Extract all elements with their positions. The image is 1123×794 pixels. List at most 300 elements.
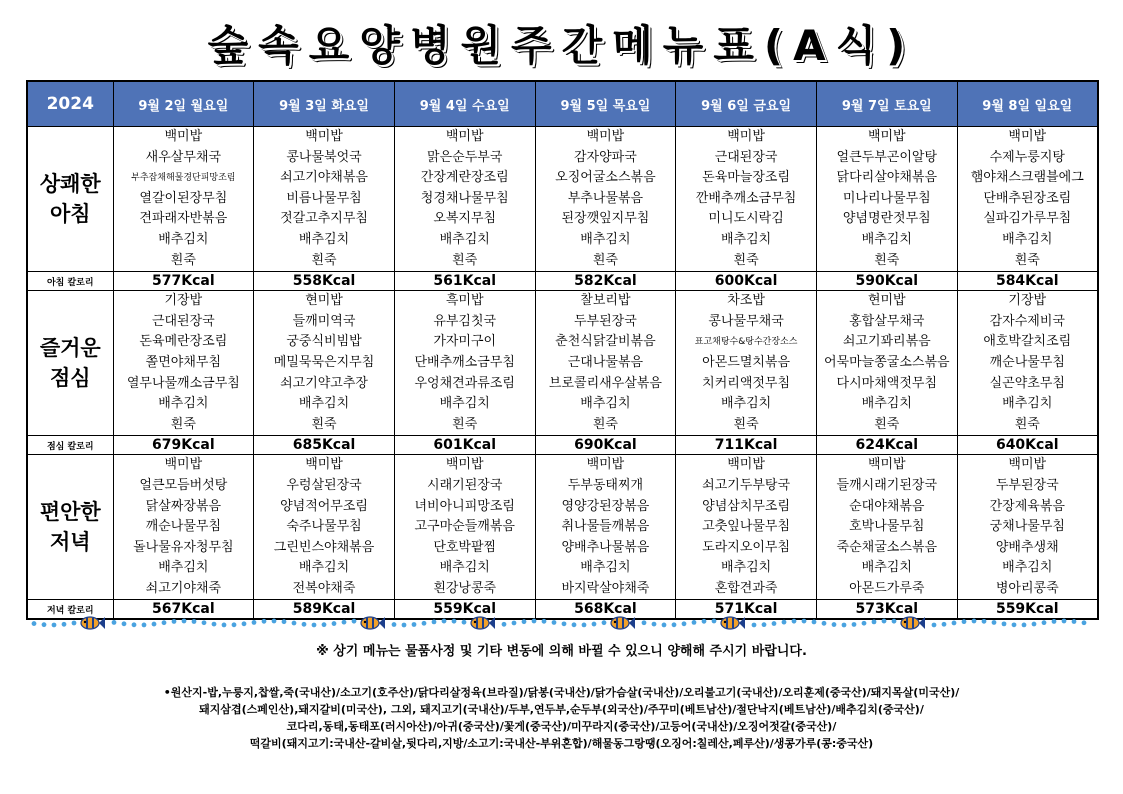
dish-item: 흑미밥 [445, 293, 484, 309]
breakfast-day-cell [535, 127, 676, 272]
origin-line: •원산지-밥,누룽지,찹쌀,죽(국내산)/소고기(호주산)/닭다리살정육(브라질)/닭봉(국내산)/닭가슴살(국내산)/오리불고기(국내산)/오리훈제(중국산)/돼지목살(미국산)/ [163, 686, 960, 699]
bubble-icon [1002, 621, 1007, 626]
dish-item: 백미밥 [445, 457, 484, 473]
dish-item: 비름나물무침 [286, 190, 362, 206]
dish-item: 배추김치 [580, 560, 631, 576]
bubble-icon [352, 619, 357, 624]
dish-item: 흰죽 [733, 416, 759, 432]
bubble-icon [802, 619, 807, 624]
origin-info [40, 684, 1083, 752]
bubble-icon [532, 619, 537, 624]
dish-item: 오복지무침 [433, 211, 497, 227]
dish-item: 흰죽 [452, 416, 478, 432]
dish-item: 배추김치 [1002, 560, 1053, 576]
breakfast-kcal-row [27, 272, 1098, 291]
bubble-icon [232, 622, 237, 627]
dish-item: 순대야채볶음 [849, 498, 925, 514]
bubble-icon [172, 619, 177, 624]
dish-item: 시래기된장국 [427, 477, 503, 493]
kcal-value: 590Kcal [816, 272, 957, 291]
dish-item: 미나리나물무침 [842, 190, 931, 206]
breakfast-day-cell [816, 127, 957, 272]
dish-item: 들깨미역국 [292, 313, 356, 329]
fish-icon [81, 617, 105, 629]
bubble-icon [1032, 622, 1037, 627]
bubble-icon [1042, 620, 1047, 625]
bubble-icon [462, 620, 467, 625]
dish-item: 배추김치 [439, 560, 490, 576]
dish-item: 찰보리밥 [580, 293, 631, 309]
dish-item: 양념명란젓무침 [842, 211, 931, 227]
bubble-icon [862, 621, 867, 626]
dinner-day-cell [957, 455, 1098, 600]
dish-item: 돈육마늘장조림 [702, 170, 791, 186]
dish-item: 표고채탕수&탕수간장소스 [694, 337, 798, 348]
dish-item: 흰죽 [1014, 416, 1040, 432]
dish-item: 브로콜리새우살볶음 [548, 375, 662, 391]
origin-line: 떡갈비(돼지고기:국내산-갈비살,뒷다리,지방/소고기:국내산-부위혼합)/해물동그랑땡(오징어:칠레산,페루산)/생콩가루(콩:중국산) [249, 737, 874, 750]
bubble-icon [212, 622, 217, 627]
dish-item: 두부된장국 [574, 313, 637, 329]
dish-item: 단배추된장조림 [983, 190, 1072, 206]
dinner-day-cell [254, 455, 395, 600]
bubble-icon [202, 620, 207, 625]
dish-item: 쇠고기약고추장 [280, 375, 368, 391]
kcal-value: 577Kcal [113, 272, 254, 291]
dish-item: 어묵마늘쫑굴소스볶음 [823, 354, 950, 370]
dish-item: 오징어굴소스볶음 [555, 170, 656, 186]
bubble-icon [262, 619, 267, 624]
dish-item: 백미밥 [1008, 457, 1047, 473]
bubble-icon [1012, 622, 1017, 627]
bubble-icon [552, 620, 557, 625]
dish-item: 숙주나물무침 [286, 519, 362, 535]
dish-item: 백미밥 [727, 457, 765, 473]
dish-item: 부추잡채해물경단피망조림 [131, 173, 236, 184]
dish-item: 다시마채액젓무침 [836, 375, 938, 391]
dish-item: 고춧잎나물무침 [702, 519, 791, 535]
bubble-icon [992, 620, 997, 625]
dish-item: 기장밥 [164, 293, 203, 309]
dish-item: 배추김치 [298, 560, 350, 576]
breakfast-day-cell [394, 127, 535, 272]
kcal-value: 711Kcal [676, 436, 817, 455]
bubble-icon [192, 619, 197, 624]
dish-item: 배추김치 [861, 231, 912, 247]
dish-item: 흰죽 [311, 252, 337, 268]
dish-item: 배추김치 [861, 560, 912, 576]
bubble-icon [652, 622, 657, 627]
bubble-icon [762, 622, 767, 627]
dish-item: 차조밥 [727, 293, 765, 309]
dish-item: 쇠고기꽈리볶음 [842, 334, 931, 350]
lunch-day-cell [957, 291, 1098, 436]
dinner-row [27, 455, 1098, 600]
dinner-label: 편안한 저녁 [27, 455, 113, 600]
kcal-value: 559Kcal [957, 600, 1098, 620]
dish-item: 흰죽 [1014, 252, 1040, 268]
kcal-value: 685Kcal [254, 436, 395, 455]
bubble-icon [642, 620, 647, 625]
dish-item: 메밀묵묵은지무침 [273, 354, 375, 370]
dish-item: 고구마순들깨볶음 [414, 519, 515, 535]
bubble-icon [182, 619, 187, 624]
dish-item: 된장깻잎지무침 [561, 211, 650, 227]
dish-item: 깨순나물무침 [989, 354, 1065, 370]
kcal-value: 559Kcal [394, 600, 535, 620]
dish-item: 병아리콩죽 [995, 580, 1059, 596]
dish-item: 백미밥 [1008, 129, 1047, 144]
kcal-value: 589Kcal [254, 600, 395, 620]
dish-item: 간장계란장조림 [420, 170, 509, 186]
dinner-day-cell [676, 455, 817, 600]
dish-item: 배추김치 [1002, 396, 1053, 412]
bubble-icon [412, 622, 417, 627]
breakfast-row [27, 127, 1098, 272]
bubble-icon [942, 622, 947, 627]
day-header: 9월 4일 수요일 [394, 81, 535, 127]
dish-item: 애호박갈치조림 [983, 334, 1072, 350]
breakfast-label: 상쾌한 아침 [27, 127, 113, 272]
bubble-icon [782, 620, 787, 625]
dish-item: 배추김치 [298, 396, 350, 412]
dish-item: 흰죽 [733, 252, 759, 268]
fish-icon [471, 617, 495, 629]
dish-item: 가자미구이 [433, 334, 497, 350]
dish-item: 양념적어무조림 [280, 498, 368, 514]
bubble-icon [872, 619, 877, 624]
dish-item: 아몬드멸치볶음 [702, 354, 791, 370]
bubble-icon [142, 623, 147, 628]
bubble-icon [1062, 619, 1067, 624]
dish-item: 배추김치 [158, 396, 209, 412]
bubble-icon [682, 621, 687, 626]
bubble-icon [52, 623, 57, 628]
dish-item: 두부동태찌개 [567, 477, 644, 493]
bubble-icon [272, 619, 277, 624]
lunch-day-cell [394, 291, 535, 436]
lunch-day-cell [113, 291, 254, 436]
bubble-icon [452, 619, 457, 624]
lunch-day-cell [535, 291, 676, 436]
day-header: 9월 8일 일요일 [957, 81, 1098, 127]
dish-item: 취나물들깨볶음 [561, 519, 650, 535]
kcal-value: 640Kcal [957, 436, 1098, 455]
dish-item: 흰죽 [311, 416, 337, 432]
dish-item: 간장제육볶음 [989, 498, 1065, 514]
dish-item: 근대된장국 [714, 149, 778, 165]
bubble-icon [112, 620, 117, 625]
kcal-value: 571Kcal [676, 600, 817, 620]
dish-item: 미니도시락김 [708, 211, 784, 227]
dinner-day-cell [394, 455, 535, 600]
dish-item: 배추김치 [1002, 231, 1053, 247]
year-cell: 2024 [27, 81, 113, 127]
bubble-icon [832, 622, 837, 627]
origin-line: 돼지삼겹(스페인산),돼지갈비(미국산), 그외, 돼지고기(국내산)/두부,연두부,순두부(외국산)/주꾸미(베트남산)/절단낙지(베트남산)/배추김치(중국산)/ [199, 703, 924, 716]
day-header: 9월 5일 목요일 [535, 81, 676, 127]
dish-item: 콩나물무채국 [708, 313, 784, 329]
dish-item: 근대된장국 [151, 313, 215, 329]
dish-item: 도라지오이무침 [702, 539, 791, 555]
fish-icon [611, 617, 635, 629]
dish-item: 현미밥 [867, 293, 906, 309]
kcal-label: 저녁 칼로리 [27, 600, 113, 620]
bubble-icon [1072, 619, 1077, 624]
bubble-icon [432, 619, 437, 624]
bubble-icon [702, 619, 707, 624]
bubble-icon [822, 621, 827, 626]
bubble-icon [662, 623, 667, 628]
dish-item: 흰죽 [452, 252, 478, 268]
dish-item: 배추김치 [580, 231, 631, 247]
dish-item: 흰강낭콩죽 [433, 580, 497, 596]
dish-item: 춘천식닭갈비볶음 [555, 334, 656, 350]
dish-item: 백미밥 [305, 457, 343, 473]
dish-item: 그린빈스야채볶음 [273, 539, 375, 555]
bubble-icon [952, 621, 957, 626]
dish-item: 배추김치 [720, 396, 772, 412]
dish-item: 백미밥 [867, 129, 906, 144]
dish-item: 배추김치 [158, 560, 209, 576]
dish-item: 현미밥 [305, 293, 343, 309]
dish-item: 백미밥 [727, 129, 765, 144]
dish-item: 녀비아니피망조림 [414, 498, 515, 514]
bubble-icon [572, 622, 577, 627]
dish-item: 백미밥 [586, 457, 625, 473]
bubble-icon [132, 622, 137, 627]
kcal-value: 584Kcal [957, 272, 1098, 291]
dish-item: 백미밥 [445, 129, 484, 144]
dish-item: 단배추깨소금무침 [414, 354, 515, 370]
dish-item: 깐배추깨소금무침 [695, 190, 797, 206]
notice-text: ※ 상기 메뉴는 물품사정 및 기타 변동에 의해 바뀔 수 있으니 양해해 주시기 바랍니다. [316, 644, 807, 659]
dish-item: 흰죽 [592, 416, 618, 432]
dish-item: 백미밥 [164, 457, 203, 473]
dish-item: 흰죽 [592, 252, 618, 268]
bubble-icon [672, 622, 677, 627]
dish-item: 배추김치 [580, 396, 631, 412]
dish-item: 흰죽 [170, 416, 196, 432]
header-row [27, 81, 1098, 127]
dish-item: 배추김치 [439, 396, 490, 412]
dish-item: 흰죽 [874, 416, 900, 432]
lunch-kcal-row [27, 436, 1098, 455]
breakfast-day-cell [254, 127, 395, 272]
dish-item: 배추김치 [861, 396, 912, 412]
bubble-icon [1052, 619, 1057, 624]
dish-item: 쇠고기야채볶음 [280, 170, 368, 186]
page-title: 숲속요양병원주간메뉴표(A식) [207, 21, 916, 70]
dish-item: 배추김치 [720, 560, 772, 576]
bubble-icon [1022, 623, 1027, 628]
bubble-icon [442, 619, 447, 624]
dish-item: 죽순채굴소스볶음 [836, 539, 938, 555]
kcal-value: 624Kcal [816, 436, 957, 455]
kcal-value: 601Kcal [394, 436, 535, 455]
bubble-icon [812, 620, 817, 625]
bubble-icon [502, 622, 507, 627]
kcal-value: 690Kcal [535, 436, 676, 455]
bubble-icon [562, 621, 567, 626]
bubble-icon [72, 621, 77, 626]
dish-item: 감자수제비국 [989, 313, 1065, 329]
dish-item: 홍합살무채국 [849, 313, 925, 329]
dish-item: 새우살무채국 [145, 149, 222, 165]
dish-item: 쇠고기두부탕국 [702, 477, 791, 493]
dish-item: 청경채나물무침 [420, 190, 509, 206]
bubble-icon [32, 621, 37, 626]
kcal-label: 점심 칼로리 [27, 436, 113, 455]
bubble-icon [392, 622, 397, 627]
bubble-icon [982, 619, 987, 624]
bubble-icon [282, 619, 287, 624]
dish-item: 부추나물볶음 [567, 190, 644, 206]
dish-item: 흰죽 [170, 252, 196, 268]
fish-icon [721, 617, 745, 629]
dish-item: 백미밥 [305, 129, 343, 144]
kcal-value: 561Kcal [394, 272, 535, 291]
dish-item: 단호박팥찜 [433, 539, 497, 555]
bubble-fish-decoration [30, 612, 1093, 634]
dish-item: 백미밥 [867, 457, 906, 473]
dish-item: 양배추생채 [995, 539, 1059, 555]
bubble-icon [292, 621, 297, 626]
dish-item: 치커리액젓무침 [702, 375, 791, 391]
dish-item: 열갈이된장무침 [139, 190, 228, 206]
dish-item: 수제누룽지탕 [989, 149, 1065, 165]
fish-icon [901, 617, 925, 629]
bubble-icon [752, 623, 757, 628]
dish-item: 양배추나물볶음 [561, 539, 650, 555]
dish-item: 쇠고기야채죽 [145, 580, 222, 596]
dish-item: 열무나물깨소금무침 [126, 375, 240, 391]
lunch-day-cell [254, 291, 395, 436]
dish-item: 아몬드가루죽 [849, 580, 925, 596]
lunch-day-cell [816, 291, 957, 436]
bubble-icon [122, 621, 127, 626]
bubble-icon [1082, 620, 1087, 625]
dish-item: 기장밥 [1008, 293, 1047, 309]
kcal-value: 582Kcal [535, 272, 676, 291]
dish-item: 견파래자반볶음 [139, 211, 228, 227]
dish-item: 배추김치 [439, 231, 490, 247]
dish-item: 유부김칫국 [433, 313, 497, 329]
lunch-row [27, 291, 1098, 436]
dish-item: 실파김가루무침 [983, 211, 1072, 227]
dish-item: 돌나물유자청무침 [133, 539, 234, 555]
bubble-icon [252, 620, 257, 625]
dish-item: 콩나물북엇국 [286, 149, 362, 165]
bubble-icon [302, 622, 307, 627]
day-header: 9월 6일 금요일 [676, 81, 817, 127]
dish-item: 얼큰모듬버섯탕 [139, 477, 228, 493]
dish-item: 닭살짜장볶음 [145, 498, 222, 514]
dish-item: 실곤약초무침 [989, 375, 1065, 391]
dinner-day-cell [535, 455, 676, 600]
dish-item: 들깨시래기된장국 [836, 477, 938, 493]
dish-item: 얼큰두부곤이알탕 [836, 149, 938, 165]
bubble-icon [892, 619, 897, 624]
bubble-icon [542, 619, 547, 624]
day-header: 9월 2일 월요일 [113, 81, 254, 127]
bubble-icon [852, 622, 857, 627]
bubble-icon [512, 621, 517, 626]
dish-item: 배추김치 [298, 231, 350, 247]
bubble-icon [602, 620, 607, 625]
dish-item: 호박나물무침 [849, 519, 925, 535]
dish-item: 양념삼치무조림 [702, 498, 791, 514]
kcal-value: 568Kcal [535, 600, 676, 620]
dish-item: 근대나물볶음 [567, 354, 644, 370]
dish-item: 바지락살야채죽 [561, 580, 650, 596]
dish-item: 깨순나물무침 [145, 519, 222, 535]
breakfast-day-cell [676, 127, 817, 272]
bubble-icon [162, 620, 167, 625]
dish-item: 배추김치 [158, 231, 209, 247]
dinner-day-cell [113, 455, 254, 600]
bubble-icon [712, 619, 717, 624]
lunch-day-cell [676, 291, 817, 436]
bubble-icon [152, 622, 157, 627]
bubble-icon [772, 621, 777, 626]
bubble-icon [582, 623, 587, 628]
dish-item: 배추김치 [720, 231, 772, 247]
kcal-value: 600Kcal [676, 272, 817, 291]
dish-item: 두부된장국 [995, 477, 1059, 493]
bubble-icon [692, 620, 697, 625]
dish-item: 돈육메란장조림 [139, 334, 228, 350]
bubble-icon [882, 619, 887, 624]
dish-item: 우렁살된장국 [286, 477, 362, 493]
bubble-icon [972, 619, 977, 624]
bubble-icon [322, 622, 327, 627]
breakfast-day-cell [957, 127, 1098, 272]
bubble-icon [342, 620, 347, 625]
bubble-icon [62, 622, 67, 627]
dinner-day-cell [816, 455, 957, 600]
dish-item: 감자양파국 [574, 149, 637, 165]
dish-item: 젓갈고추지무침 [280, 211, 368, 227]
bubble-icon [332, 621, 337, 626]
dish-item: 백미밥 [586, 129, 625, 144]
bubble-icon [402, 623, 407, 628]
bubble-icon [932, 623, 937, 628]
dish-item: 궁중식비빔밥 [286, 334, 362, 350]
kcal-label: 아침 칼로리 [27, 272, 113, 291]
origin-line: 코다리,동태,동태포(러시아산)/아귀(중국산)/꽃게(중국산)/미꾸라지(중국산)/고등어(국내산)/오징어젓갈(중국산)/ [286, 720, 837, 733]
dish-item: 쫄면야채무침 [145, 354, 222, 370]
bubble-icon [222, 623, 227, 628]
dish-item: 우엉채견과류조림 [414, 375, 515, 391]
bubble-icon [422, 621, 427, 626]
fish-icon [361, 617, 385, 629]
bubble-icon [242, 621, 247, 626]
dish-item: 백미밥 [164, 129, 203, 144]
dish-item: 흰죽 [874, 252, 900, 268]
breakfast-day-cell [113, 127, 254, 272]
bubble-icon [592, 622, 597, 627]
kcal-value: 558Kcal [254, 272, 395, 291]
bubble-icon [42, 622, 47, 627]
kcal-value: 679Kcal [113, 436, 254, 455]
dish-item: 닭다리살야채볶음 [836, 170, 938, 186]
lunch-label: 즐거운 점심 [27, 291, 113, 436]
day-header: 9월 3일 화요일 [254, 81, 395, 127]
bubble-icon [842, 623, 847, 628]
dish-item: 영양강된장볶음 [561, 498, 650, 514]
dish-item: 궁채나물무침 [989, 519, 1065, 535]
